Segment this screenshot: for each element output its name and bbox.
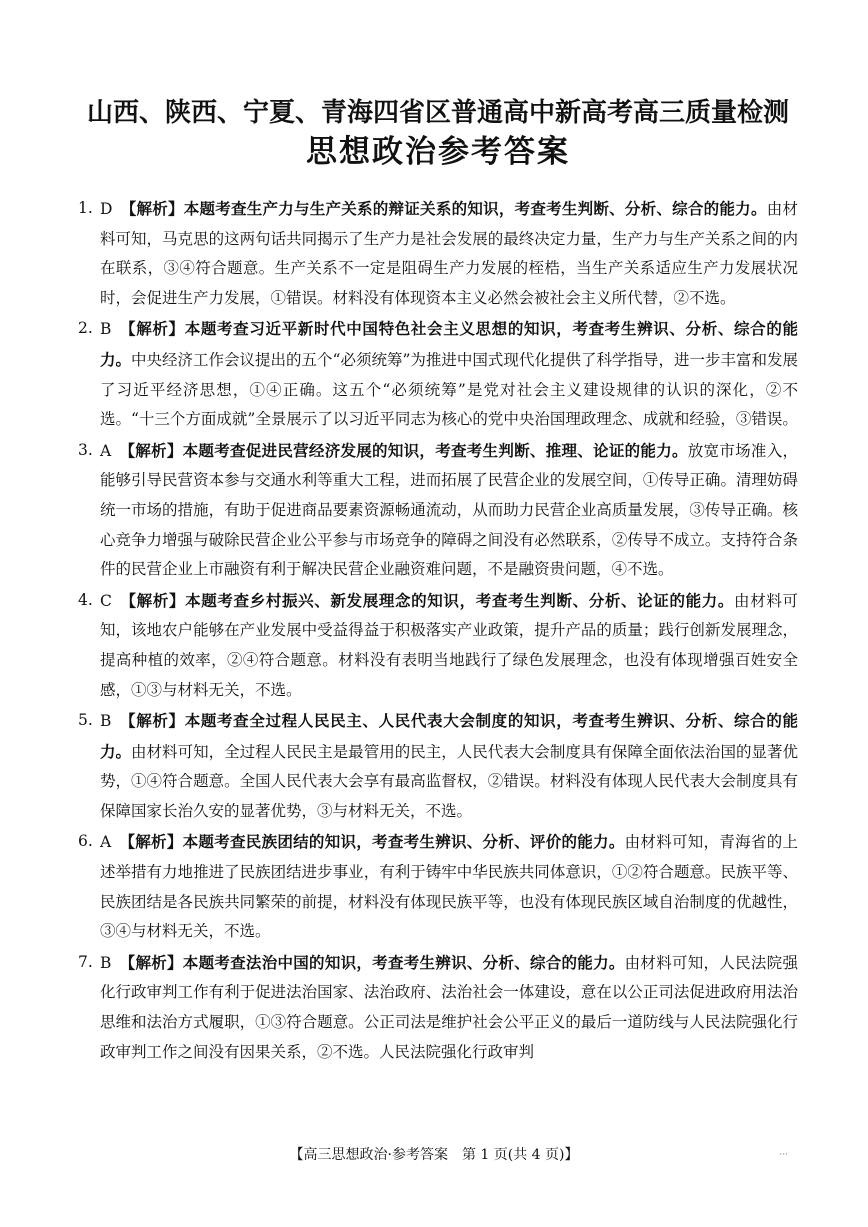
answer-choice: C [100, 591, 112, 610]
answer-item-6 [78, 827, 798, 946]
answer-number: 6. [78, 832, 93, 851]
analysis-focus: 本题考查法治中国的知识，考查考生辨识、分析、综合的能力。 [182, 952, 625, 972]
answer-number: 3. [78, 440, 93, 459]
analysis-focus: 本题考查民族团结的知识，考查考生辨识、分析、评价的能力。 [182, 832, 625, 852]
answer-choice: A [100, 833, 112, 852]
document-title: 山西、陕西、宁夏、青海四省区普通高中新高考高三质量检测 [86, 98, 789, 128]
answer-choice: A [100, 441, 112, 460]
answer-item-5 [78, 706, 798, 826]
analysis-focus: 本题考查全过程人民民主、人民代表大会制度的知识，考查考生辨识、分析、综合的能力。 [100, 711, 798, 761]
answer-number: 4. [78, 590, 93, 609]
analysis-tag: 【解析】 [119, 590, 186, 610]
analysis-tag: 【解析】 [119, 832, 183, 852]
analysis-text: 由材料可知，全过程人民民主是最管用的民主，人民代表大会制度具有保障全面依法治国的显著优势，①④符合题意。全国人民代表大会享有最高监督权，②错误。材料没有体现人民代表大会制度具有保障国家长治久安的显著优势，③与材料无关，不选。 [100, 742, 798, 820]
page-footer: 【高三思想政治·参考答案 第 1 页(共 4 页)】 [289, 1147, 579, 1163]
document-subtitle: 思想政治参考答案 [306, 134, 570, 170]
answer-list [78, 194, 798, 1067]
analysis-focus: 本题考查生产力与生产关系的辩证关系的知识，考查考生判断、分析、综合的能力。 [183, 199, 767, 218]
answer-item-4 [78, 586, 798, 705]
answer-number: 1. [78, 199, 93, 217]
answer-choice: D [100, 200, 113, 218]
analysis-focus: 本题考查乡村振兴、新发展理念的知识，考查考生判断、分析、论证的能力。 [185, 590, 735, 610]
answer-number: 7. [78, 952, 93, 971]
analysis-text: 中央经济工作会议提出的五个“必须统筹”为推进中国式现代化提供了科学指导，进一步丰富和发展了习近平经济思想，①④正确。这五个“必须统筹”是党对社会主义建设规律的认识的深化，②不选。“十三个方面成就”全景展示了以习近平同志为核心的党中央治国理政理念、成就和经验，③错误。 [100, 350, 798, 429]
analysis-tag: 【解析】 [120, 199, 184, 218]
analysis-tag: 【解析】 [119, 319, 185, 339]
analysis-tag: 【解析】 [119, 711, 185, 731]
analysis-focus: 本题考查习近平新时代中国特色社会主义思想的知识，考查考生辨识、分析、综合的能力。 [100, 319, 798, 369]
analysis-text: 放宽市场准入，能够引导民营资本参与交通水利等重大工程，进而拓展了民营企业的发展空间，①传导正确。清理妨碍统一市场的措施，有助于促进商品要素资源畅通流动，从而助力民营企业高质量发展，③传导正确。核心竞争力增强与破除民营企业公平参与市场竞争的障碍之间没有必然联系，②传导不成立。支持符合条件的民营企业上市融资有利于解决民营企业融资难问题，不是融资贵问题，④不选。 [100, 441, 798, 579]
analysis-tag: 【解析】 [119, 440, 183, 460]
analysis-focus: 本题考查促进民营经济发展的知识，考查考生判断、推理、论证的能力。 [182, 440, 688, 460]
answer-choice: B [100, 320, 112, 339]
analysis-text: 由材料可知，人民法院强化行政审判工作有利于促进法治国家、法治政府、法治社会一体建设，意在以公正司法促进政府用法治思维和法治方式履职，①③符合题意。公正司法是维护社会公平正义的最后一道防线与人民法院强化行政审判工作之间没有因果关系，②不选。人民法院强化行政审判 [100, 953, 798, 1061]
analysis-text: 由材料可知，青海省的上述举措有力地推进了民族团结进步事业，有利于铸牢中华民族共同体意识，①②符合题意。民族平等、民族团结是各民族共同繁荣的前提，材料没有体现民族平等，也没有体现民族区域自治制度的优越性，③④与材料无关，不选。 [100, 833, 798, 941]
answer-item-2 [78, 314, 798, 434]
answer-choice: B [100, 712, 112, 731]
answer-choice: B [100, 953, 112, 972]
corner-mark: ··· [779, 1150, 788, 1160]
analysis-text: 由材料可知，马克思的这两句话共同揭示了生产力是社会发展的最终决定力量，生产力与生产关系之间的内在联系，③④符合题意。生产关系不一定是阻碍生产力发展的桎梏，当生产关系适应生产力发展状况时，会促进生产力发展，①错误。材料没有体现资本主义必然会被社会主义所代替，②不选。 [100, 200, 798, 307]
answer-item-3 [78, 436, 798, 585]
analysis-tag: 【解析】 [119, 952, 183, 972]
answer-item-1 [78, 194, 798, 313]
answer-number: 5. [78, 711, 93, 730]
answer-number: 2. [78, 319, 93, 338]
answer-item-7 [78, 948, 798, 1067]
analysis-text: 由材料可知，该地农户能够在产业发展中受益得益于积极落实产业政策，提升产品的质量；践行创新发展理念，提高种植的效率，②④符合题意。材料没有表明当地践行了绿色发展理念，也没有体现增强百姓安全感，①③与材料无关，不选。 [100, 591, 798, 699]
